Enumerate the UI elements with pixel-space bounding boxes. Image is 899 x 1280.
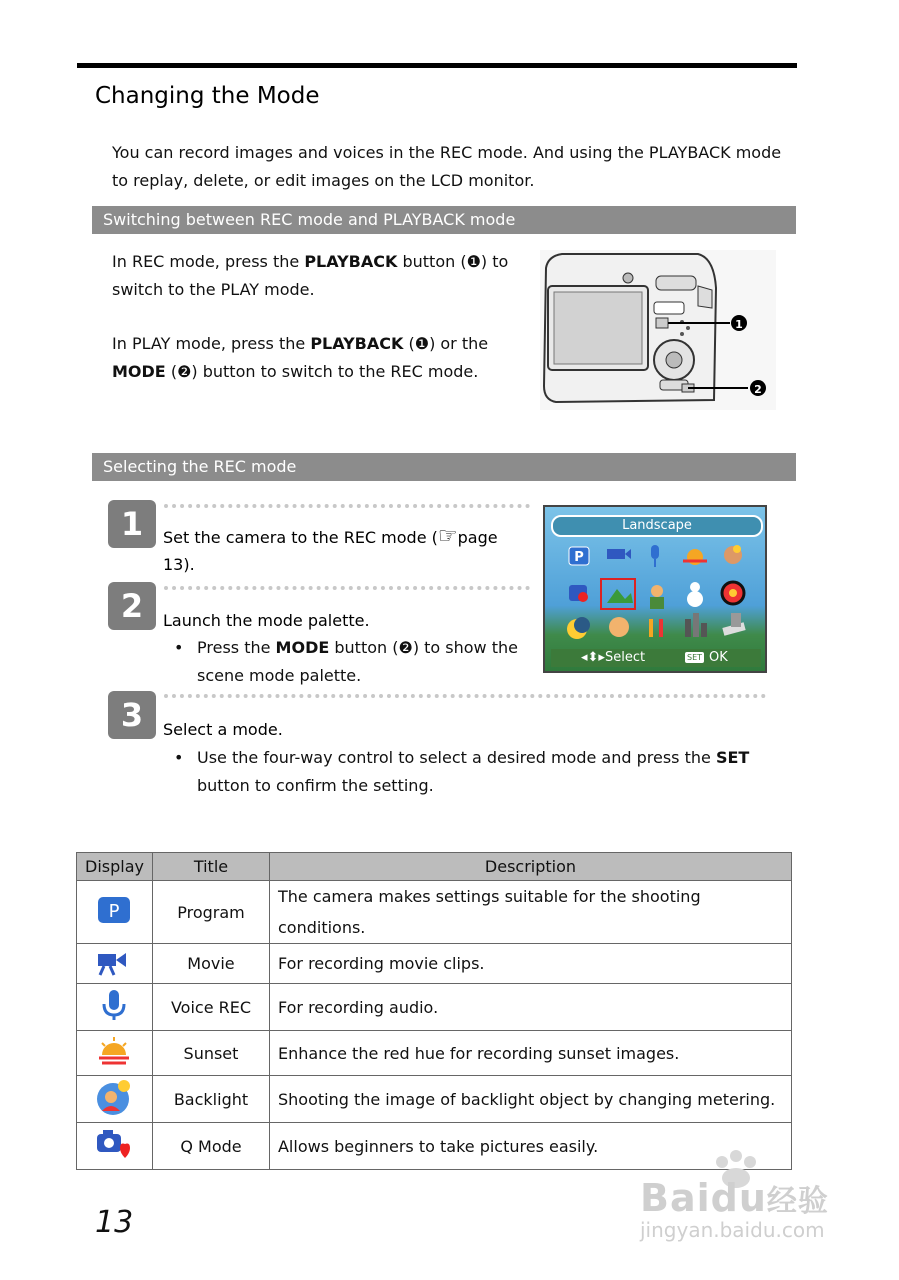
header-title: Title xyxy=(152,853,269,881)
palette-icon-grid xyxy=(545,539,765,639)
watermark-brand xyxy=(640,1176,829,1220)
row-title: Backlight xyxy=(152,1076,269,1123)
switch-paragraph-rec xyxy=(112,248,532,304)
bullet-dot: • xyxy=(174,748,184,767)
step-3-bullet xyxy=(174,744,777,800)
sunset-icon xyxy=(96,1035,132,1067)
row-title: Voice REC xyxy=(152,984,269,1031)
mode-table xyxy=(76,852,792,1170)
row-desc: The camera makes settings suitable for the shooting conditions. xyxy=(269,881,791,944)
para-text: button (❶) to switch to the PLAY mode. xyxy=(112,252,509,299)
page-number: 13 xyxy=(95,1205,134,1240)
palette-footer xyxy=(551,649,761,667)
step-2-title: Launch the mode palette. xyxy=(163,611,370,630)
table-row xyxy=(77,984,792,1031)
switch-paragraph-play xyxy=(112,330,532,386)
step-text: Set the camera to the REC mode ( xyxy=(163,528,438,547)
step-divider xyxy=(164,504,530,508)
step-divider xyxy=(164,586,530,590)
row-desc: Allows beginners to take pictures easily. xyxy=(269,1123,791,1170)
playback-key-label: PLAYBACK xyxy=(304,252,398,271)
backlight-icon xyxy=(94,1077,134,1117)
row-desc: Enhance the red hue for recording sunset images. xyxy=(269,1031,791,1076)
four-way-icon: ◂⬍▸ xyxy=(581,650,605,665)
para-text: (❷) button to switch to the REC mode. xyxy=(165,362,479,381)
table-row xyxy=(77,1123,792,1170)
step-number-2: 2 xyxy=(108,582,156,630)
row-title: Q Mode xyxy=(152,1123,269,1170)
svg-text:2: 2 xyxy=(754,383,762,396)
mode-key-label: MODE xyxy=(112,362,166,381)
program-badge: P xyxy=(109,901,120,922)
mode-key-label: MODE xyxy=(275,638,330,657)
bullet-text: Use the four-way control to select a desired mode and press the xyxy=(197,748,716,767)
header-description: Description xyxy=(269,853,791,881)
row-desc: For recording audio. xyxy=(269,984,791,1031)
qmode-icon xyxy=(94,1126,134,1162)
row-desc: Shooting the image of backlight object by changing metering. xyxy=(269,1076,791,1123)
watermark-brand-text: Baidu xyxy=(640,1176,767,1220)
step-divider xyxy=(164,694,766,698)
step-2-bullet xyxy=(174,634,537,690)
program-icon xyxy=(97,896,131,924)
ok-label: OK xyxy=(709,650,728,665)
bullet-dot: • xyxy=(174,638,184,657)
para-text: (❶) or the xyxy=(403,334,489,353)
select-label: Select xyxy=(605,650,646,665)
table-row xyxy=(77,1076,792,1123)
camera-back-illustration xyxy=(538,248,778,413)
row-title: Movie xyxy=(152,944,269,984)
intro-paragraph: You can record images and voices in the REC mode. And using the PLAYBACK mode to replay, delete, or edit images on the LCD monitor. xyxy=(112,143,782,190)
step-3-title: Select a mode. xyxy=(163,720,283,739)
playback-key-label: PLAYBACK xyxy=(310,334,404,353)
watermark-url: jingyan.baidu.com xyxy=(640,1218,825,1242)
mode-palette-screen xyxy=(543,505,767,673)
bullet-text: button to confirm the setting. xyxy=(197,776,434,795)
bullet-text: Press the xyxy=(197,638,276,657)
watermark-brand-cn: 经验 xyxy=(766,1184,829,1219)
step-1-title xyxy=(163,523,533,578)
table-row xyxy=(77,881,792,944)
table-row xyxy=(77,1031,792,1076)
para-text: In PLAY mode, press the xyxy=(112,334,311,353)
page-title: Changing the Mode xyxy=(95,83,320,109)
voice-icon xyxy=(99,988,129,1022)
section-heading-switching: Switching between REC mode and PLAYBACK mode xyxy=(92,206,796,234)
step-number-3: 3 xyxy=(108,691,156,739)
step-text: page 13). xyxy=(163,528,498,574)
set-badge: SET xyxy=(687,653,703,662)
top-rule xyxy=(77,63,797,68)
table-row xyxy=(77,944,792,984)
svg-text:P: P xyxy=(574,550,584,565)
table-header-row xyxy=(77,853,792,881)
set-key-label: SET xyxy=(715,748,750,767)
row-title: Sunset xyxy=(152,1031,269,1076)
section-heading-selecting: Selecting the REC mode xyxy=(92,453,796,481)
svg-text:1: 1 xyxy=(735,318,743,331)
header-display: Display xyxy=(77,853,153,881)
page-ref-icon: ☞ xyxy=(437,524,458,549)
row-desc: For recording movie clips. xyxy=(269,944,791,984)
step-number-1: 1 xyxy=(108,500,156,548)
para-text: In REC mode, press the xyxy=(112,252,305,271)
row-title: Program xyxy=(152,881,269,944)
movie-icon xyxy=(96,947,132,977)
palette-title: Landscape xyxy=(551,515,763,537)
bullet-text: button (❷) to show the scene mode palette. xyxy=(197,638,518,685)
